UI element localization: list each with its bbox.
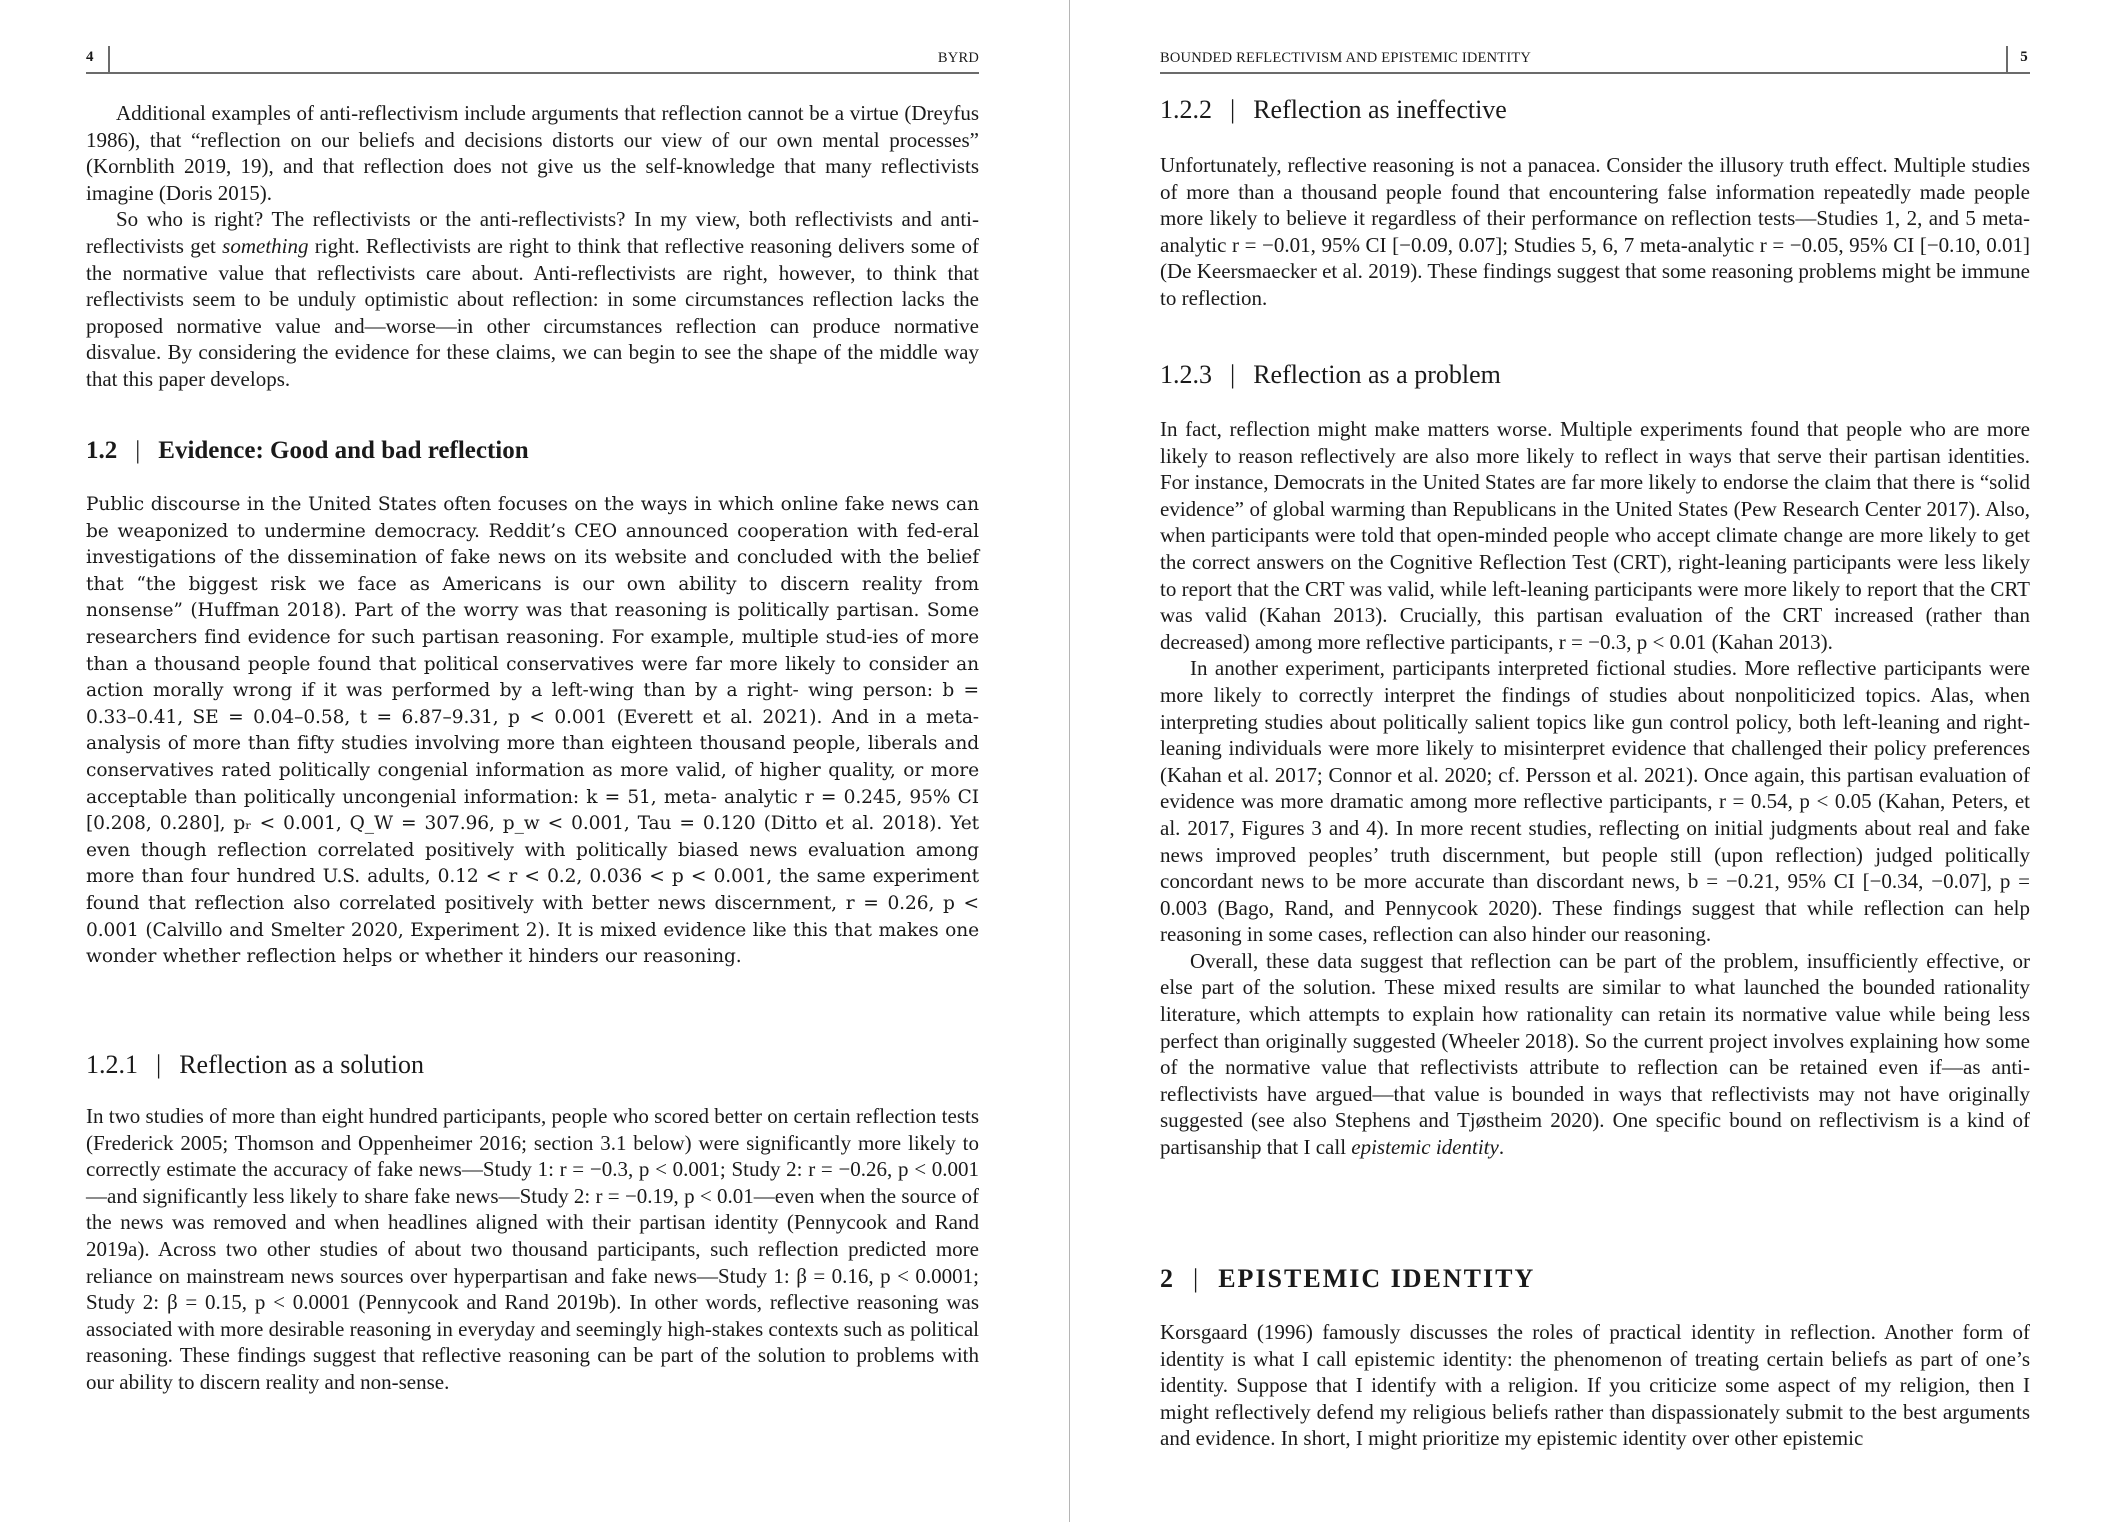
paragraph: Overall, these data suggest that reflection can be part of the problem, insufficiently effective, or else part of the solution. These mixed results are similar to what launched the bounded rationality literature, which attempts to explain how rationality can retain its normative value while being less perfect than originally suggested (Wheeler 2018). So the current project involves explaining how some of the normative value that reflectivists attribute to reflection can be retained even if—as anti-reflectivists have argued—that value is bounded in ways that reflectivists may not have originally suggested (see also Stephens and Tjøstheim 2020). One specific bound on reflectivism is a kind of partisanship that I call epistemic identity. (1160, 948, 2030, 1160)
running-head (86, 46, 979, 74)
emphasis: epistemic identity (1351, 1135, 1499, 1160)
heading-separator: | (1193, 1264, 1201, 1293)
section-heading-1-2-1: 1.2.1 | Reflection as a solution (86, 1050, 424, 1079)
intro-text (86, 100, 979, 393)
running-head (1160, 46, 2030, 74)
heading-separator: | (1230, 360, 1236, 389)
heading-separator: | (156, 1050, 162, 1079)
header-rule-bar (108, 46, 110, 72)
section-1-2-body (86, 492, 979, 971)
page-number: 4 (86, 49, 94, 65)
running-head-title: BOUNDED REFLECTIVISM AND EPISTEMIC IDENTITY (1160, 50, 1532, 66)
section-heading-1-2: 1.2 | Evidence: Good and bad reflection (86, 437, 529, 464)
section-1-2-3-body (1160, 416, 2030, 1161)
heading-separator: | (1230, 95, 1236, 124)
running-head-author: BYRD (937, 50, 979, 66)
heading-separator: | (135, 437, 141, 464)
paragraph: In another experiment, participants interpreted fictional studies. More reflective participants were more likely to correctly interpret the findings of studies about nonpoliticized topics. Alas, when interpreting studies about politically salient topics like gun control policy, both left-leaning and right-leaning individuals were more likely to misinterpret evidence that challenged their policy preferences (Kahan et al. 2017; Connor et al. 2020; cf. Persson et al. 2021). Once again, this partisan evaluation of evidence was more dramatic among more reflective participants, r = 0.54, p < 0.05 (Kahan, Peters, et al. 2017, Figures 3 and 4). In more recent studies, reflecting on initial judgments about real and fake news improved peoples’ truth discernment, but people still (upon reflection) judged politically concordant news to be more accurate than discordant news, b = −0.21, 95% CI [−0.34, −0.07], p = 0.003 (Bago, Rand, and Pennycook 2020). These findings suggest that while reflection can help reasoning in some cases, reflection can also hinder our reasoning. (1160, 656, 2030, 947)
paragraph: Public discourse in the United States often focuses on the ways in which online fake news can be weaponized to undermine democracy. Reddit’s CEO announced cooperation with fed-eral investigations of the dissemination of fake news on its website and concluded with the belief that “the biggest risk we face as Americans is our own ability to discern reality from nonsense” (Huffman 2018). Part of the worry was that reasoning is politically partisan. Some researchers find evidence for such partisan reasoning. For example, multiple stud-ies of more than a thousand people found that political conservatives were far more likely to consider an action morally wrong if it was performed by a left-wing than by a right- wing person: b = 0.33–0.41, SE = 0.04–0.58, t = 6.87–9.31, p < 0.001 (Everett et al. 2021). And in a meta- analysis of more than fifty studies involving more than eighteen thousand people, liberals and conservatives rated politically congenial information as more valid, of higher quality, or more acceptable than politically uncongenial information: k = 51, meta- analytic r = 0.245, 95% CI [0.208, 0.280], pᵣ < 0.001, Q_W = 307.96, p_w < 0.001, Tau = 0.120 (Ditto et al. 2018). Yet even though reflection correlated positively with politically biased news evaluation among more than four hundred U.S. adults, 0.12 < r < 0.2, 0.036 < p < 0.001, the same experiment found that reflection also correlated positively with better news discernment, r = 0.26, p < 0.001 (Calvillo and Smelter 2020, Experiment 2). It is mixed evidence like this that makes one wonder whether reflection helps or whether it hinders our reasoning. (86, 494, 979, 968)
header-rule-bar (2006, 46, 2008, 72)
section-heading-2: 2 | EPISTEMIC IDENTITY (1160, 1264, 1536, 1293)
section-2-body (1160, 1319, 2030, 1452)
section-1-2-2-body (1160, 152, 2030, 312)
section-heading-1-2-2: 1.2.2 | Reflection as ineffective (1160, 95, 1507, 124)
page-number: 5 (2020, 49, 2028, 65)
paragraph: Unfortunately, reflective reasoning is not a panacea. Consider the illusory truth effect. Multiple studies of more than a thousand people found that encountering false information repeatedly made people more likely to believe it regardless of their performance on reflection tests—Studies 1, 2, and 5 meta-analytic r = −0.01, 95% CI [−0.09, 0.07]; Studies 5, 6, 7 meta-analytic r = −0.05, 95% CI [−0.10, 0.01] (De Keersmaecker et al. 2019). These findings suggest that some reasoning problems might be immune to reflection. (1160, 153, 2030, 310)
paragraph: In fact, reflection might make matters worse. Multiple experiments found that people who are more likely to reason reflectively are also more likely to reflect in ways that serve their partisan identities. For instance, Democrats in the United States are far more likely to endorse the claim that there is “solid evidence” of global warming than Republicans in the United States (Pew Research Center 2017). Also, when participants were told that open-minded people who accept climate change are more likely to get the correct answers on the Cognitive Reflection Test (CRT), right-leaning participants were less likely to report that the CRT was valid, while left-leaning participants were more likely to report that the CRT was valid (Kahan 2013). Crucially, this partisan evaluation of the CRT increased (rather than decreased) among more reflective participants, r = −0.3, p < 0.01 (Kahan 2013). (1160, 417, 2030, 654)
section-1-2-1-body (86, 1103, 979, 1396)
paragraph: Korsgaard (1996) famously discusses the roles of practical identity in reflection. Another form of identity is what I call epistemic identity: the phenomenon of treating certain beliefs as part of one’s identity. Suppose that I identify with a religion. If you criticize some aspect of my religion, then I might reflectively defend my religious beliefs rather than dispassionately submit to the best arguments and evidence. In short, I might prioritize my epistemic identity over other epistemic (1160, 1320, 2030, 1451)
right-page (1070, 0, 2118, 1522)
emphasis: something (222, 233, 309, 258)
paragraph: Additional examples of anti-reflectivism include arguments that reflection cannot be a virtue (Dreyfus 1986), that “reflection on our beliefs and decisions distorts our view of our own mental processes” (Kornblith 2019, 19), and that reflection does not give us the self-knowledge that many reflectivists imagine (Doris 2015). (86, 101, 979, 205)
paragraph: So who is right? The reflectivists or the anti-reflectivists? In my view, both reflectivists and anti-reflectivists get something right. Reflectivists are right to think that reflective reasoning delivers some of the normative value that reflectivists care about. Anti-reflectivists are right, however, to think that reflectivists seem to be unduly optimistic about reflection: in some circumstances reflection lacks the proposed normative value and—worse—in other circumstances reflection can produce normative disvalue. By considering the evidence for these claims, we can begin to see the shape of the middle way that this paper develops. (86, 207, 979, 391)
section-heading-1-2-3: 1.2.3 | Reflection as a problem (1160, 360, 1501, 389)
paragraph: In two studies of more than eight hundred participants, people who scored better on certain reflection tests (Frederick 2005; Thomson and Oppenheimer 2016; section 3.1 below) were significantly more likely to correctly estimate the accuracy of fake news—Study 1: r = −0.3, p < 0.001; Study 2: r = −0.26, p < 0.001—and significantly less likely to share fake news—Study 2: r = −0.19, p < 0.01—even when the source of the news was removed and when headlines aligned with their partisan identity (Pennycook and Rand 2019a). Across two other studies of about two thousand participants, such reflection predicted more reliance on mainstream news sources over hyperpartisan and fake news—Study 1: β = 0.16, p < 0.0001; Study 2: β = 0.15, p < 0.0001 (Pennycook and Rand 2019b). In other words, reflective reasoning was associated with more desirable reasoning in everyday and seemingly high-stakes contexts such as political reasoning. These findings suggest that reflective reasoning can be part of the solution to problems with our ability to discern reality and non-sense. (86, 1104, 979, 1394)
